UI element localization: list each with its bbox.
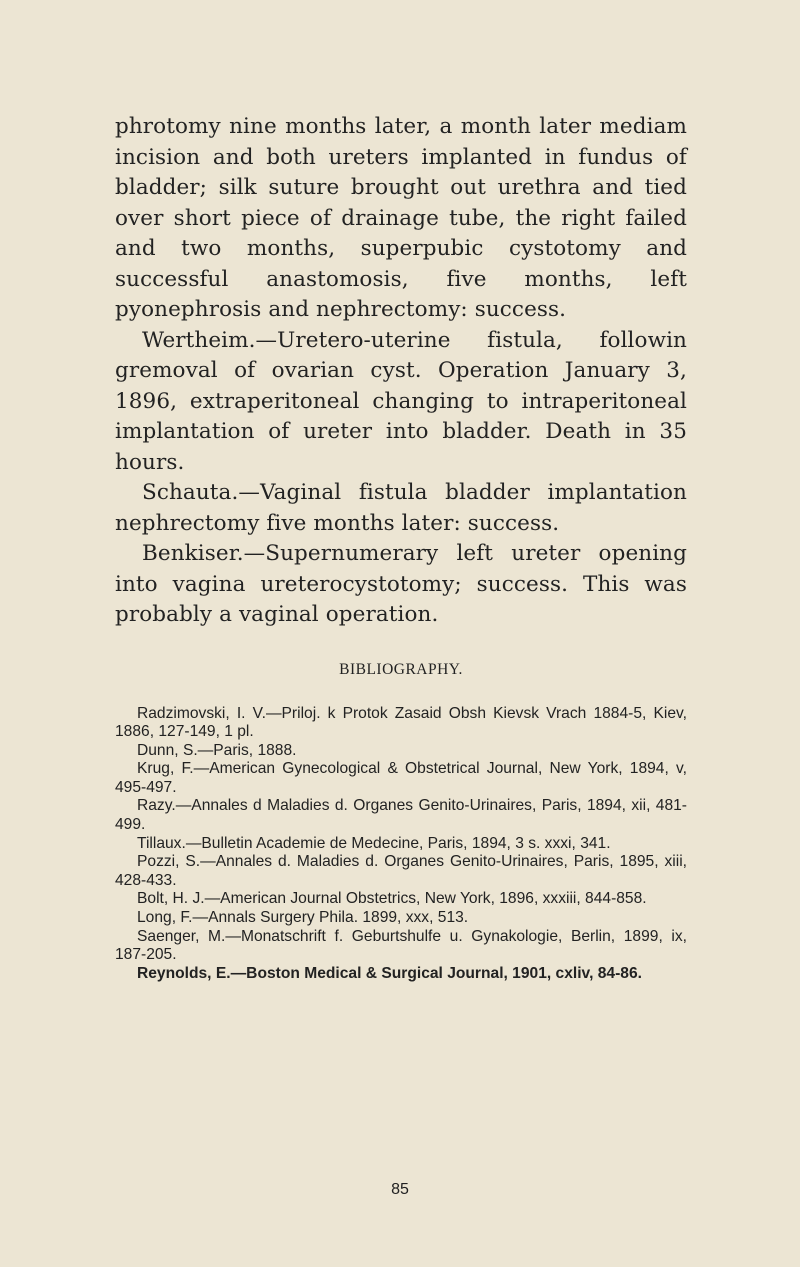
bibliography-heading: BIBLIOGRAPHY. bbox=[339, 660, 463, 678]
page-number: 85 bbox=[391, 1181, 409, 1198]
body-text bbox=[115, 112, 687, 631]
bibliography-entry: Radzimovski, I. V.—Priloj. k Protok Zasaid Obsh Kievsk Vrach 1884-5, Kiev, 1886, 127-149, 1 pl. bbox=[115, 704, 687, 741]
bibliography-entry: Long, F.—Annals Surgery Phila. 1899, xxx, 513. bbox=[137, 909, 469, 927]
bibliography-entry: Razy.—Annales d Maladies d. Organes Genito-Urinaires, Paris, 1894, xii, 481-499. bbox=[115, 797, 687, 834]
paragraph: phrotomy nine months later, a month later mediam incision and both ureters implanted in fundus of bladder; silk suture brought out urethra and tied over short piece of drainage tube, the right failed and two months, superpubic cystotomy and successful anastomosis, five months, left pyonephrosis and nephrectomy: success. bbox=[115, 114, 687, 322]
page-content bbox=[115, 112, 687, 983]
paragraph: Benkiser.—Supernumerary left ureter opening into vagina ureterocystotomy; success. This was probably a vaginal operation. bbox=[115, 541, 687, 627]
bibliography-entry: Reynolds, E.—Boston Medical & Surgical Journal, 1901, cxliv, 84-86. bbox=[137, 964, 642, 982]
bibliography-entry: Bolt, H. J.—American Journal Obstetrics, New York, 1896, xxxiii, 844-858. bbox=[137, 890, 647, 908]
bibliography-entry: Tillaux.—Bulletin Academie de Medecine, Paris, 1894, 3 s. xxxi, 341. bbox=[137, 834, 611, 852]
bibliography-entry: Pozzi, S.—Annales d. Maladies d. Organes Genito-Urinaires, Paris, 1895, xiii, 428-433. bbox=[115, 853, 687, 889]
paragraph: Wertheim.—Uretero-uterine fistula, followin gremoval of ovarian cyst. Operation January 3, 1896, extraperitoneal changing to intraperitoneal implantation of ureter into bladder. Death in 35 hours. bbox=[115, 327, 687, 475]
bibliography-list bbox=[115, 705, 687, 984]
bibliography-entry: Dunn, S.—Paris, 1888. bbox=[137, 741, 297, 759]
bibliography-entry: Krug, F.—American Gynecological & Obstetrical Journal, New York, 1894, v, 495-497. bbox=[115, 760, 687, 796]
bibliography-entry: Saenger, M.—Monatschrift f. Geburtshulfe u. Gynakologie, Berlin, 1899, ix, 187-205. bbox=[115, 927, 687, 964]
paragraph: Schauta.—Vaginal fistula bladder implantation nephrectomy five months later: success. bbox=[115, 480, 687, 536]
